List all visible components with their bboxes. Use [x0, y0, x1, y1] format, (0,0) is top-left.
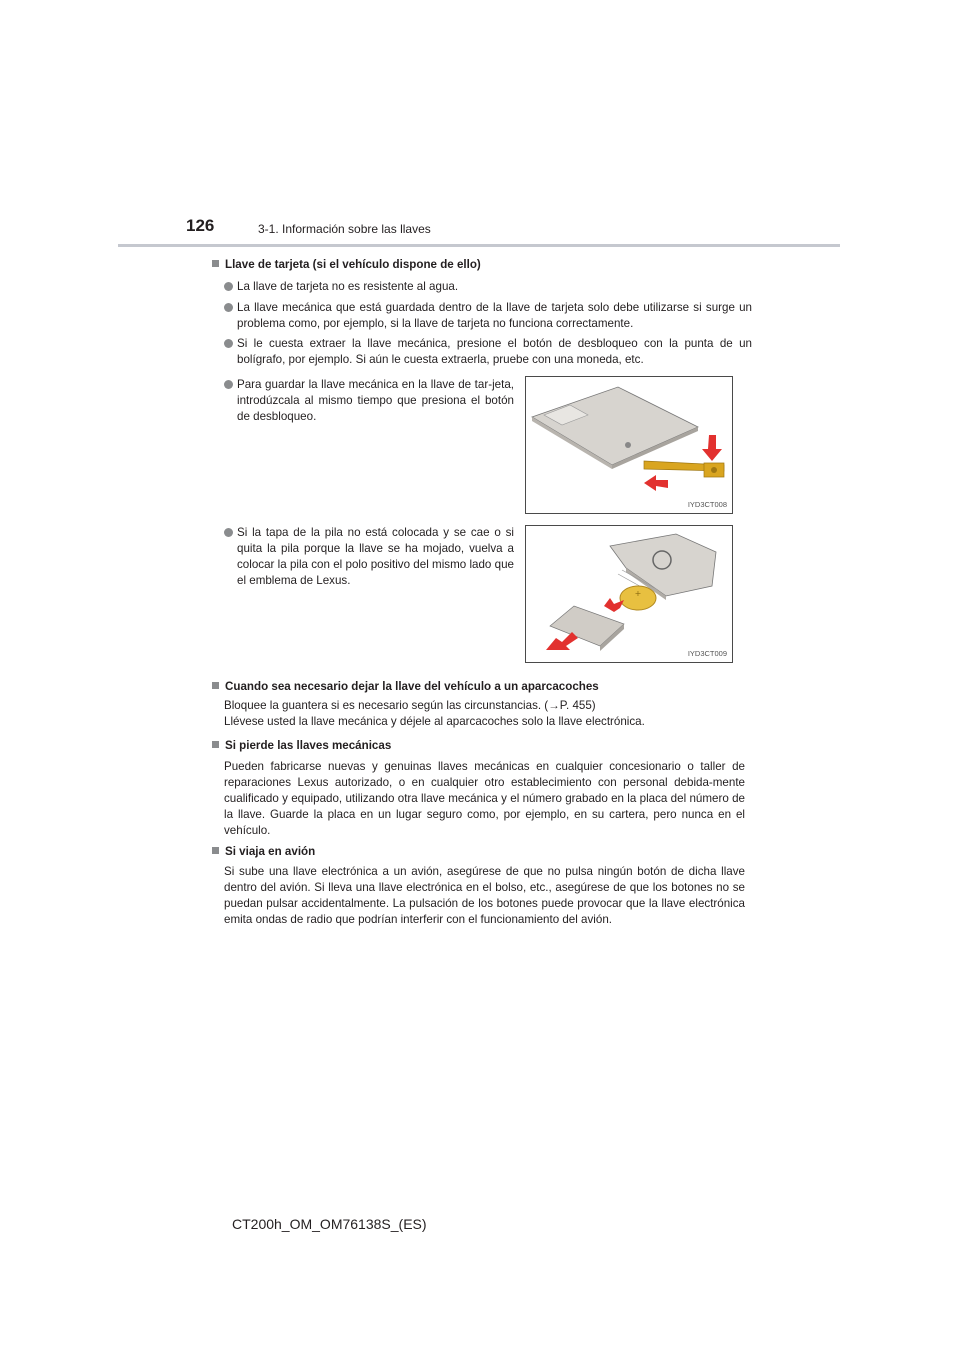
square-bullet-icon: [212, 741, 219, 748]
heading-valet: [212, 679, 599, 695]
bullet-text: La llave mecánica que está guardada dentro de la llave de tarjeta solo debe utilizarse si surge un problema como, por ejemplo, si la llave de tarjeta no funciona correctamente.: [237, 301, 752, 330]
heading-card-key: [212, 257, 481, 273]
page-number: 126: [186, 216, 215, 235]
figure-code: IYD3CT009: [687, 649, 727, 658]
bullet-text: Para guardar la llave mecánica en la llave de tar-jeta, introdúzcala al mismo tiempo que presiona el botón de desbloqueo.: [237, 378, 514, 423]
heading-airplane-text: Si viaja en avión: [225, 845, 316, 858]
bullet-item: [224, 377, 514, 425]
heading-valet-text: Cuando sea necesario dejar la llave del vehículo a un aparcacoches: [225, 680, 599, 693]
bullet-item: [224, 279, 752, 295]
square-bullet-icon: [212, 847, 219, 854]
key-storage-illustration: [526, 377, 732, 513]
airplane-paragraph: [224, 864, 745, 928]
valet-line-1: Bloquee la guantera si es necesario según las circunstancias. (→P. 455): [224, 699, 596, 712]
airplane-text: Si sube una llave electrónica a un avión, asegúrese de que no pulsa ningún botón de dicha llave dentro del avión. Si lleva una llave electrónica en el bolso, etc., asegúrese de que los botones no se puedan pulsar accidentalmente. La pulsación de los botones puede provocar que la llave electrónica emita ondas de radio que podrían interferir con el funcionamiento del avión.: [224, 865, 745, 926]
bullet-dot-icon: [224, 339, 233, 348]
bullet-item: [224, 525, 514, 589]
footer-doc-code: CT200h_OM_OM76138S_(ES): [232, 1216, 427, 1232]
lost-keys-text: Pueden fabricarse nuevas y genuinas llaves mecánicas en cualquier concesionario o taller de reparaciones Lexus autorizado, o en cualquier otro establecimiento con personal debida-mente cualificado y equipado, utilizando otra llave mecánica y el número grabado en la placa del número de la llave. Guarde la placa en un lugar seguro como, por ejemplo, en su cartera, pero nunca en el vehículo.: [224, 760, 745, 837]
bullet-dot-icon: [224, 380, 233, 389]
heading-lost-keys: [212, 738, 391, 754]
figure-code: IYD3CT008: [687, 500, 727, 509]
left-arrow-icon: [644, 475, 668, 491]
bullet-text: Si la tapa de la pila no está colocada y se cae o si quita la pila porque la llave se ha mojado, vuelva a colocar la pila con el polo positivo del mismo lado que el emblema de Lexus.: [237, 526, 514, 587]
diagonal-arrow-icon: [546, 632, 578, 650]
square-bullet-icon: [212, 260, 219, 267]
bullet-dot-icon: [224, 282, 233, 291]
bullet-text: La llave de tarjeta no es resistente al agua.: [237, 280, 459, 293]
bullet-dot-icon: [224, 528, 233, 537]
figure-key-storage: [525, 376, 733, 514]
down-arrow-icon: [702, 435, 722, 461]
header-rule: [118, 244, 840, 247]
svg-text:+: +: [634, 589, 642, 598]
section-title: 3-1. Información sobre las llaves: [258, 222, 431, 236]
square-bullet-icon: [212, 682, 219, 689]
heading-airplane: [212, 844, 315, 860]
battery-illustration: [526, 526, 732, 662]
bullet-text: Si le cuesta extraer la llave mecánica, presione el botón de desbloqueo con la punta de un bolígrafo, por ejemplo. Si aún le cuesta extraerla, pruebe con una moneda, etc.: [237, 337, 752, 366]
heading-lost-keys-text: Si pierde las llaves mecánicas: [225, 739, 392, 752]
lost-keys-paragraph: [224, 759, 745, 839]
bullet-item: [224, 300, 752, 332]
heading-card-key-text: Llave de tarjeta (si el vehículo dispone de ello): [225, 258, 481, 271]
valet-paragraph: [224, 698, 745, 730]
bullet-item: [224, 336, 752, 368]
figure-battery-replacement: [525, 525, 733, 663]
valet-line-2: Llévese usted la llave mecánica y déjele al aparcacoches solo la llave electrónica.: [224, 715, 645, 728]
bullet-dot-icon: [224, 303, 233, 312]
